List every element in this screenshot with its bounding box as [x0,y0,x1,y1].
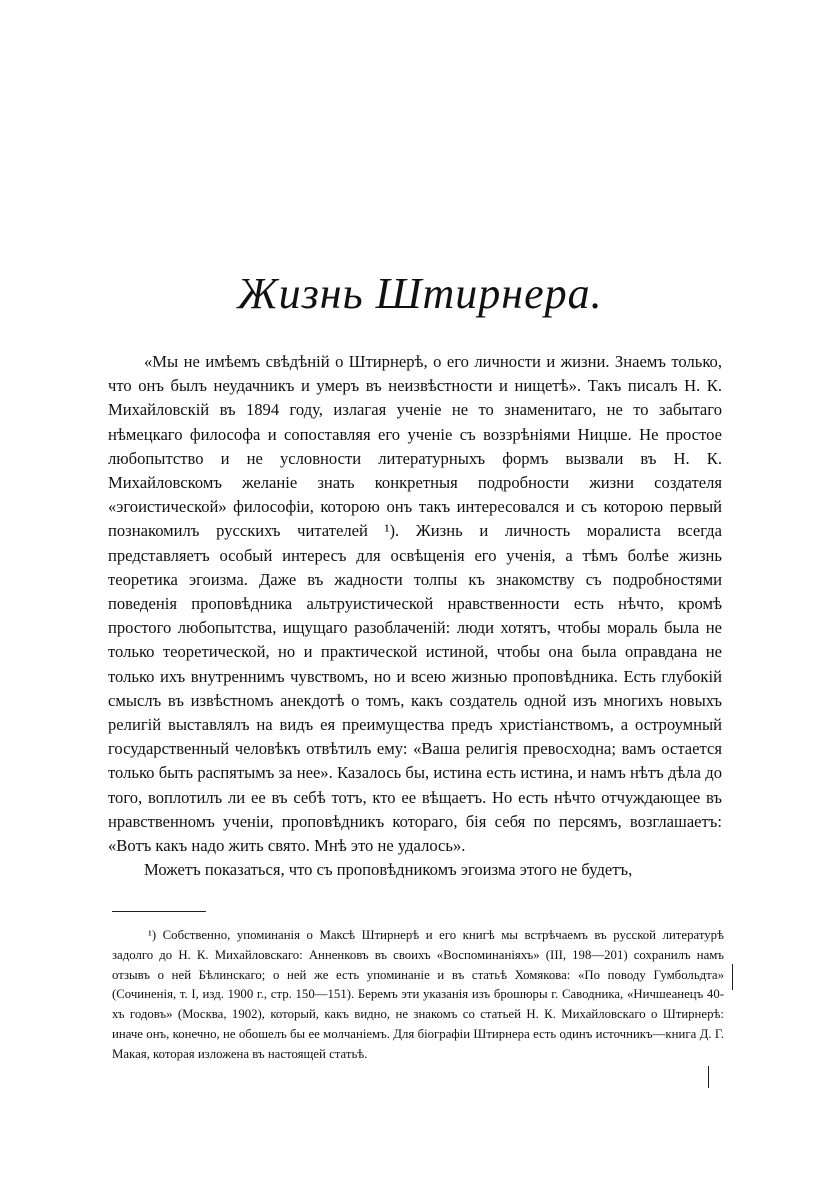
body-paragraph-2: Можетъ показаться, что съ проповѣдникомъ эгоизма этого не будетъ, [144,860,633,880]
footnote-separator [112,911,206,912]
body-paragraph-1: «Мы не имѣемъ свѣдѣній о Штирнерѣ, о его личности и жизни. Знаемъ только, что онъ былъ неудачникъ и умеръ въ неизвѣстности и нищетѣ». Такъ писалъ Н. К. Михайловскій въ 1894 году, излагая ученіе не то знаменитаго, не то забытаго нѣмецкаго философа и сопоставляя его ученіе съ воззрѣніями Ницше. Не простое любопытство и не условности литературныхъ формъ вызвали въ Н. К. Михайловскомъ желаніе знать конкретныя подробности жизни создателя «эгоистической» философіи, которою онъ такъ интересовался и съ которою первый познакомилъ русскихъ читателей ¹). Жизнь и личность моралиста всегда представляетъ особый интересъ для освѣщенія его ученія, а тѣмъ болѣе жизнь теоретика эгоизма. Даже въ жадности толпы къ знакомству съ подробностями поведенія проповѣдника альтруистической нравственности есть нѣчто, кромѣ простого любопытства, ищущаго разоблаченій: люди хотятъ, чтобы мораль была не только теоретической, но и практической истиной, чтобы она была оправдана не только ихъ внутреннимъ чувствомъ, но и всею жизнью проповѣдника. Есть глубокій смыслъ въ извѣстномъ анекдотѣ о томъ, какъ создатель одной изъ многихъ новыхъ религій выставлялъ на видъ ея преимущества предъ христіанствомъ, а остроумный государственный человѣкъ отвѣтилъ ему: «Ваша религія превосходна; вамъ остается только быть распятымъ за нее». Казалось бы, истина есть истина, и намъ нѣтъ дѣла до того, воплотилъ ли ее въ себѣ тотъ, кто ее вѣщаетъ. Но есть нѣчто отчуждающее въ нравственномъ ученіи, проповѣдникъ котораго, бія себя по персямъ, возглашаетъ: «Вотъ какъ надо жить свято. Мнѣ это не удалось». [108,352,722,856]
margin-pencil-mark [732,964,733,990]
main-text [108,350,722,882]
footnote [112,926,724,1065]
footnote-text: ¹) Собственно, упоминанія о Максѣ Штирнерѣ и его книгѣ мы встрѣчаемъ въ русской литературѣ задолго до Н. К. Михайловскаго: Анненковъ въ своихъ «Воспоминаніяхъ» (III, 198—201) сохранилъ намъ отзывъ о ней Бѣлинскаго; о ней же есть упоминаніе и въ статьѣ Хомякова: «По поводу Гумбольдта» (Сочиненія, т. I, изд. 1900 г., стр. 150—151). Беремъ эти указанія изъ брошюры г. Саводника, «Ничшеанецъ 40-хъ годовъ» (Москва, 1902), который, какъ видно, не знакомъ со статьей Н. К. Михайловскаго о Штирнерѣ: иначе онъ, конечно, не обошелъ бы ее молчаніемъ. Для біографіи Штирнера есть одинъ источникъ—книга Д. Г. Макая, которая изложена въ настоящей статьѣ. [112,928,724,1061]
page-title: Жизнь Штирнера. [237,269,603,318]
margin-pencil-mark [708,1066,709,1088]
